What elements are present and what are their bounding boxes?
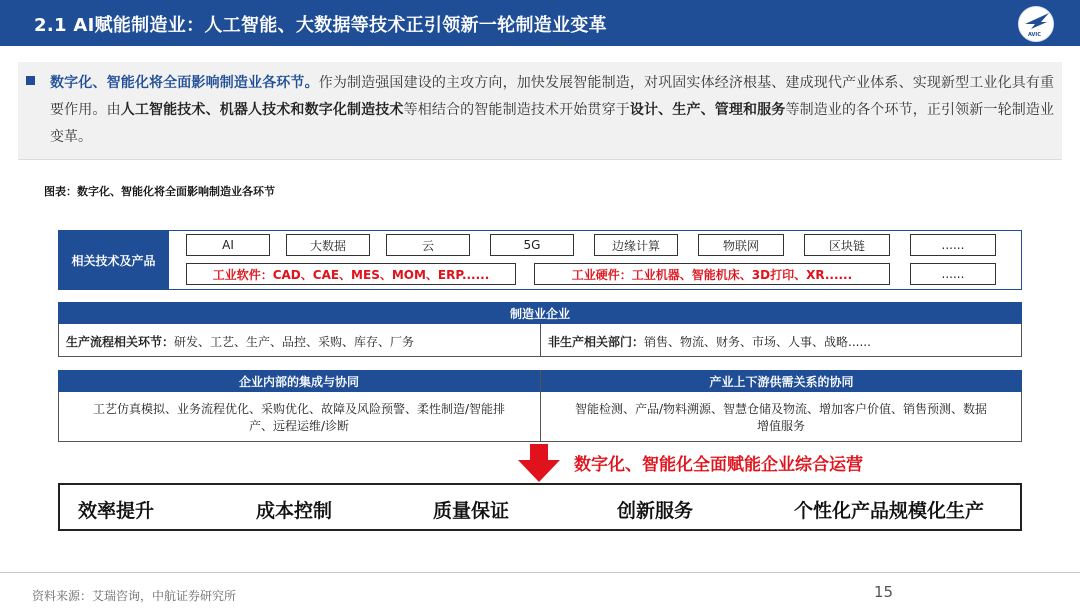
figure-caption: 图表：数字化、智能化将全面影响制造业各环节 — [44, 185, 275, 198]
summary-lead: 数字化、智能化将全面影响制造业各环节。 — [50, 75, 319, 91]
software-chip: 工业软件：CAD、CAE、MES、MOM、ERP...... — [186, 263, 516, 285]
page-title: 2.1 AI赋能制造业：人工智能、大数据等技术正引领新一轮制造业变革 — [34, 15, 607, 36]
footer-divider — [0, 572, 1080, 573]
nonproduction-items: 销售、物流、财务、市场、人事、战略...... — [644, 335, 871, 349]
production-label: 生产流程相关环节： — [66, 335, 175, 349]
nonproduction-label: 非生产相关部门： — [548, 335, 645, 349]
production-items: 研发、工艺、生产、品控、采购、库存、厂务 — [174, 335, 415, 349]
source-note: 资料来源：艾瑞咨询，中航证券研究所 — [32, 589, 237, 603]
supply-text-line: 增值服务 — [756, 419, 805, 433]
summary-part-3: 等制造业的各个环节，正引领新一轮制造业变革。 — [50, 102, 1055, 145]
summary-text — [50, 70, 1054, 151]
outcome-item: 成本控制 — [256, 500, 333, 522]
divider — [540, 324, 541, 357]
supply-text-line: 智能检测、产品/物料溯源、智慧仓储及物流、增加客户价值、销售预测、数据 — [574, 402, 988, 416]
arrow-label: 数字化、智能化全面赋能企业综合运营 — [574, 455, 863, 475]
tech-chip: ...... — [910, 234, 996, 256]
outcome-item: 质量保证 — [433, 500, 510, 522]
page-number: 15 — [874, 583, 894, 601]
airplane-logo-icon — [1023, 10, 1051, 32]
avic-logo — [1018, 6, 1054, 42]
summary-bold-2: 设计、生产、管理和服务 — [629, 102, 786, 118]
summary-bold-1: 人工智能技术、机器人技术和数字化制造技术 — [120, 102, 404, 118]
outcome-item: 创新服务 — [617, 500, 694, 522]
enterprise-title: 制造业企业 — [58, 302, 1022, 324]
bullet-square-icon — [26, 76, 35, 85]
tech-chip: AI — [186, 234, 270, 256]
tech-chip: 5G — [490, 234, 574, 256]
internal-text-line: 产、远程运维/诊断 — [248, 419, 350, 433]
supply-text — [542, 401, 1020, 435]
divider — [540, 370, 541, 442]
summary-part-2: 等相结合的智能制造技术开始贯穿于 — [403, 102, 630, 118]
title-bar — [0, 0, 1080, 46]
production-row — [66, 333, 414, 350]
internal-text — [60, 401, 538, 435]
tech-chip: 物联网 — [698, 234, 784, 256]
summary-box — [18, 62, 1062, 160]
summary-part-1: 作为制造强国建设的主攻方向，加快发展智能制造，对巩固实体经济根基、建成现代产业体系、实现新型工业化具有重要作用。由 — [50, 75, 1055, 118]
hardware-chip: 工业硬件：工业机器、智能机床、3D打印、XR...... — [534, 263, 890, 285]
tech-chip: 云 — [386, 234, 470, 256]
tech-chip: 大数据 — [286, 234, 370, 256]
nonproduction-row — [548, 333, 871, 350]
outcome-item: 效率提升 — [78, 500, 155, 522]
outcome-item: 个性化产品规模化生产 — [794, 500, 985, 522]
supply-title: 产业上下游供需关系的协同 — [541, 370, 1022, 392]
logo-text: AVIC — [1028, 32, 1041, 38]
tech-chip: 区块链 — [804, 234, 890, 256]
internal-title: 企业内部的集成与协同 — [58, 370, 540, 392]
tech-chip: 边缘计算 — [594, 234, 678, 256]
tech-label: 相关技术及产品 — [58, 230, 169, 290]
more-chip: ...... — [910, 263, 996, 285]
internal-text-line: 工艺仿真模拟、业务流程优化、采购优化、故障及风险预警、柔性制造/智能排 — [92, 402, 506, 416]
down-arrow-icon — [516, 444, 562, 482]
